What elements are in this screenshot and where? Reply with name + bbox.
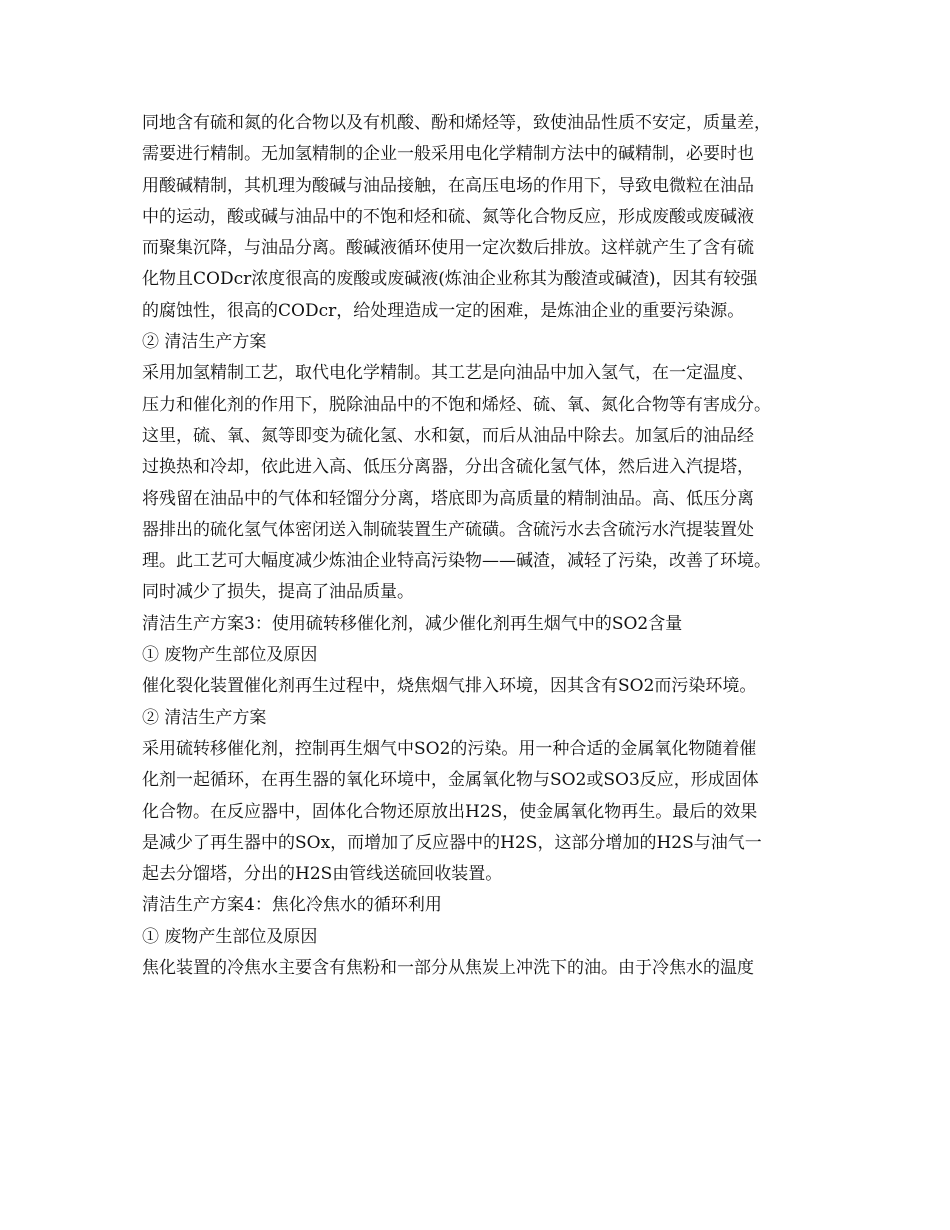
- section-heading: ① 废物产生部位及原因: [142, 926, 318, 947]
- text-line: 焦化装置的冷焦水主要含有焦粉和一部分从焦炭上冲洗下的油。由于冷焦水的温度: [142, 958, 754, 979]
- section-heading: ① 废物产生部位及原因: [142, 645, 318, 666]
- text-line: 需要进行精制。无加氢精制的企业一般采用电化学精制方法中的碱精制，必要时也: [142, 144, 754, 165]
- text-line: 化物且CODcr浓度很高的废酸或废碱液(炼油企业称其为酸渣或碱渣)，因其有较强: [142, 269, 758, 290]
- text-line: 化剂一起循环，在再生器的氧化环境中，金属氧化物与SO2或SO3反应，形成固体: [142, 770, 759, 791]
- text-line: 采用加氢精制工艺，取代电化学精制。其工艺是向油品中加入氢气，在一定温度、: [142, 363, 754, 384]
- text-line: 压力和催化剂的作用下，脱除油品中的不饱和烯烃、硫、氧、氮化合物等有害成分。: [142, 394, 771, 415]
- text-line: 是减少了再生器中的SOx，而增加了反应器中的H2S，这部分增加的H2S与油气一: [142, 832, 762, 853]
- text-line: 理。此工艺可大幅度减少炼油企业特高污染物——碱渣，减轻了污染，改善了环境。: [142, 551, 771, 572]
- text-line: 将残留在油品中的气体和轻馏分分离，塔底即为高质量的精制油品。高、低压分离: [142, 488, 754, 509]
- text-line: 化合物。在反应器中，固体化合物还原放出H2S，使金属氧化物再生。最后的效果: [142, 801, 758, 822]
- text-line: 起去分馏塔，分出的H2S由管线送硫回收装置。: [142, 864, 503, 885]
- text-line: 而聚集沉降，与油品分离。酸碱液循环使用一定次数后排放。这样就产生了含有硫: [142, 238, 754, 259]
- text-line: 同时减少了损失，提高了油品质量。: [142, 582, 414, 603]
- text-line: 器排出的硫化氢气体密闭送入制硫装置生产硫磺。含硫污水去含硫污水汽提装置处: [142, 519, 754, 540]
- text-line: 同地含有硫和氮的化合物以及有机酸、酚和烯烃等，致使油品性质不安定，质量差，: [142, 113, 771, 133]
- text-line: 采用硫转移催化剂，控制再生烟气中SO2的污染。用一种合适的金属氧化物随着催: [142, 738, 757, 759]
- text-line: 催化裂化装置催化剂再生过程中，烧焦烟气排入环境，因其含有SO2而污染环境。: [142, 676, 757, 697]
- section-heading: ② 清洁生产方案: [142, 707, 267, 728]
- section-heading: 清洁生产方案3：使用硫转移催化剂，减少催化剂再生烟气中的SO2含量: [142, 613, 683, 634]
- text-line: 用酸碱精制，其机理为酸碱与油品接触，在高压电场的作用下，导致电微粒在油品: [142, 175, 754, 196]
- text-line: 中的运动，酸或碱与油品中的不饱和烃和硫、氮等化合物反应，形成废酸或废碱液: [142, 206, 754, 227]
- text-line: 这里，硫、氧、氮等即变为硫化氢、水和氨，而后从油品中除去。加氢后的油品经: [142, 425, 754, 446]
- section-heading: ② 清洁生产方案: [142, 332, 267, 353]
- text-line: 过换热和冷却，依此进入高、低压分离器，分出含硫化氢气体，然后进入汽提塔，: [142, 457, 754, 478]
- text-line: 的腐蚀性，很高的CODcr，给处理造成一定的困难，是炼油企业的重要污染源。: [142, 300, 745, 321]
- section-heading: 清洁生产方案4：焦化冷焦水的循环利用: [142, 895, 442, 916]
- document-body: [142, 108, 822, 984]
